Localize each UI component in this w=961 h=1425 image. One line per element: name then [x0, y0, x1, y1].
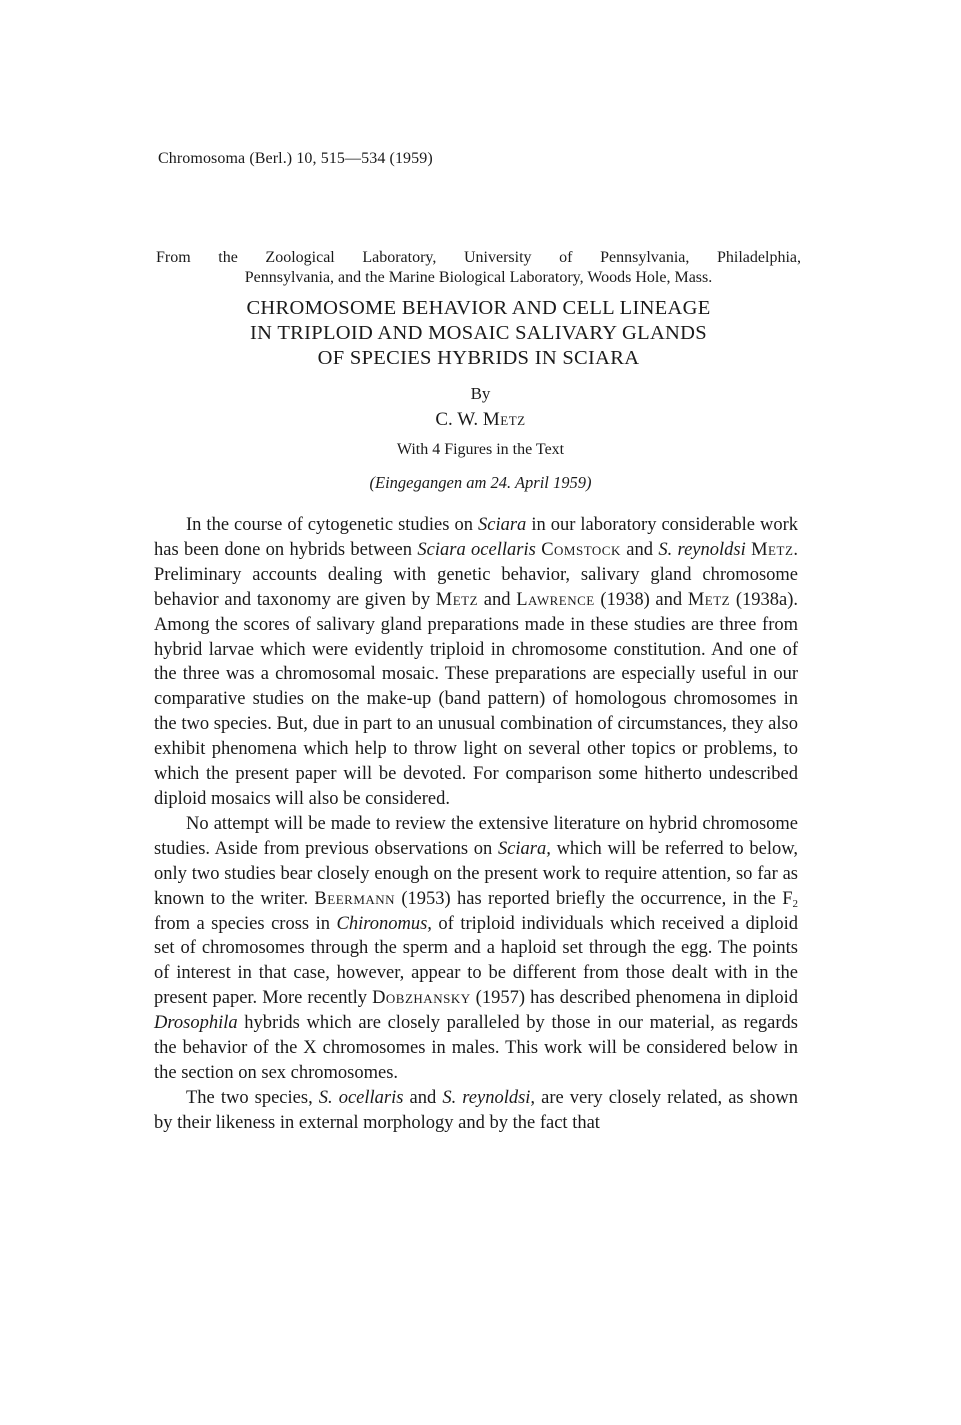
affiliation [156, 248, 801, 288]
article-body [154, 513, 798, 1136]
paragraph-3: The two species, S. ocellaris and S. reynoldsi, are very closely related, as shown by their likeness in external morphology and by the fact that [154, 1087, 798, 1133]
title-line-1: CHROMOSOME BEHAVIOR AND CELL LINEAGE [246, 297, 711, 319]
author [0, 409, 961, 431]
by-label: By [470, 384, 491, 403]
affiliation-line-2: Pennsylvania, and the Marine Biological Laboratory, Woods Hole, Mass. [244, 269, 713, 286]
title-line-3: OF SPECIES HYBRIDS IN SCIARA [317, 347, 640, 369]
affiliation-line-1: From the Zoological Laboratory, University of Pennsylvania, Philadelphia, [156, 249, 801, 266]
figures-note: With 4 Figures in the Text [396, 441, 565, 458]
paragraph-1: In the course of cytogenetic studies on Sciara in our laboratory considerable work has been done on hybrids between Sciara ocellaris Comstock and S. reynoldsi Metz. Preliminary accounts dealing with genetic behavior, salivary gland chromosome behavior and taxonomy are given by Metz and Lawrence (1938) and Metz (1938a). Among the scores of salivary gland preparations made in these studies are three from hybrid larvae which were evidently triploid in chromosome constitution. And one of the three was a chromosomal mosaic. These preparations are especially useful in our comparative studies on the make-up (band pattern) of homologous chromosomes in the two species. But, due in part to an unusual combination of circumstances, they also exhibit phenomena which help to throw light on several other topics or problems, to which the present paper will be devoted. For comparison some hitherto undescribed diploid mosaics will also be considered. [154, 515, 799, 809]
journal-citation: Chromosoma (Berl.) 10, 515—534 (1959) [158, 150, 433, 167]
received-date: (Eingegangen am 24. April 1959) [369, 473, 592, 492]
paragraph-2: No attempt will be made to review the extensive literature on hybrid chromosome studies. Aside from previous observations on Sciara, which will be referred to below, only two studies bear closely enough on the present work to require attention, so far as known to the writer. Beermann (1953) has reported briefly the occurrence, in the $F_2$ from a species cross in Chironomus, of triploid individuals which received a diploid set of chromosomes through the sperm and a haploid set through the egg. The points of interest in that case, however, appear to be different from those dealt with in the present paper. More recently Dobzhansky (1957) has described phenomena in diploid Drosophila hybrids which are closely paralleled by those in our material, as regards the behavior of the X chromosomes in males. This work will be considered below in the section on sex chromosomes. [154, 813, 798, 1083]
author-surname: Metz [482, 409, 526, 430]
title-line-2: IN TRIPLOID AND MOSAIC SALIVARY GLANDS [250, 322, 707, 344]
article-title [156, 296, 801, 371]
author-initials: C. W. [435, 409, 479, 430]
